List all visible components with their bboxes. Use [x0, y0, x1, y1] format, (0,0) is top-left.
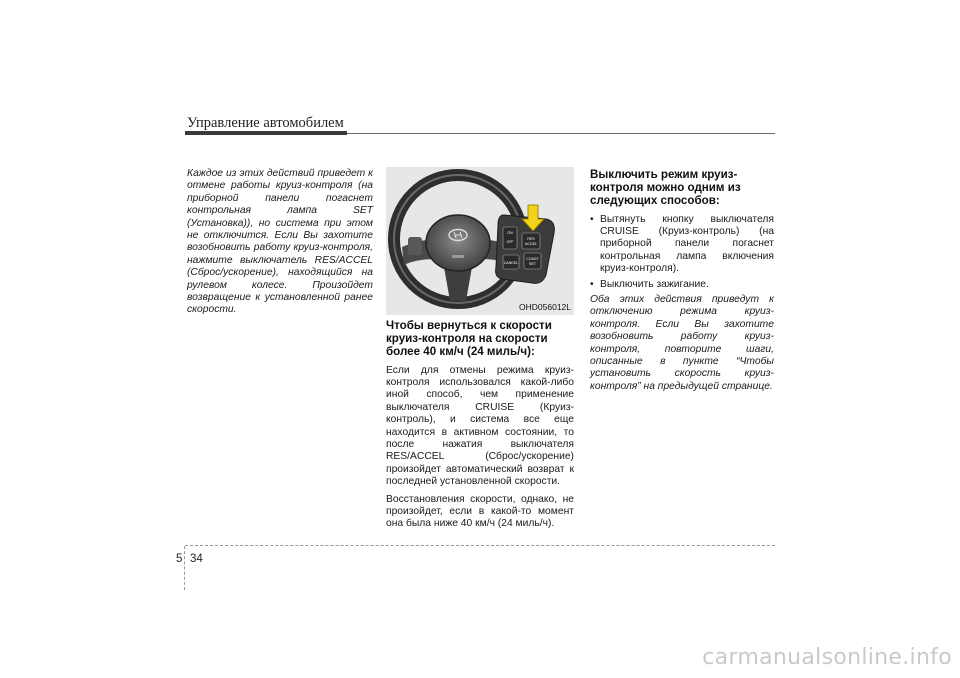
header-rule-thin [347, 133, 775, 134]
cancel-label: CANCEL [503, 261, 519, 265]
list-item [590, 214, 774, 276]
coast-set-button [524, 253, 541, 269]
resume-paragraph-2: Восстановления скорости, однако, не произойдет, если в какой-то момент она была ниже 40 км/ч (24 миль/ч). [386, 493, 574, 530]
list-item-text: Вытянуть кнопку выключателя CRUISE (Круиз-контроль) (на приборной панели погаснет контрольная лампа включения круиз-контроля). [600, 213, 774, 275]
note-line: скорости. [187, 304, 237, 316]
note-line: Каждое из этих действий приведет к [187, 168, 373, 179]
on-label: ON [507, 231, 513, 235]
section-heading-resume: Чтобы вернуться к скорости круиз-контроля на скорости более 40 км/ч (24 миль/ч): [386, 319, 552, 359]
column-1-note [187, 168, 373, 317]
column-2 [386, 167, 574, 536]
note-line: (Установка)), но система при этом [187, 217, 373, 229]
airbag-hub [426, 215, 490, 271]
note-line: приборной панели погаснет [187, 192, 373, 204]
resume-paragraph-1: Если для отмены режима круиз-контроля использовался какой-либо иной способ, чем применение выключателя CRUISE (Круиз-контроль), и система все еще находится в активном состоянии, то после нажатия выключателя RES/ACCEL (Сброс/ускорение) произойдет автоматический возврат к последней установленной скорости. [386, 364, 574, 488]
note-line: не отключится. Если Вы захотите [187, 230, 373, 242]
note-line: возобновить работу круиз-контроля, [187, 242, 373, 254]
note-line: возвращение к установленной ранее [187, 292, 373, 304]
steering-wheel-figure [386, 167, 574, 315]
res-label: RES [527, 237, 535, 241]
accel-label: ACCEL [525, 242, 537, 246]
note-line: рулевом колесе. Произойдет [187, 279, 373, 291]
footer-vertical-rule [184, 546, 185, 590]
list-item-text: Выключить зажигание. [600, 278, 709, 290]
left-button-cluster [408, 237, 422, 255]
column-3 [590, 168, 774, 398]
chapter-number: 5 [176, 553, 183, 565]
watermark: carmanualsonline.info [702, 645, 952, 670]
bullet-icon: • [590, 278, 594, 290]
list-item [590, 279, 774, 291]
cruise-control-panel [496, 215, 555, 283]
res-accel-button [522, 233, 540, 249]
note-line: (Сброс/ускорение), находящийся на [187, 267, 373, 279]
disable-note: Оба этих действия приведут к отключению режима круиз-контроля. Если Вы захотите возобновить работу круиз-контроля, повторите шаги, описанные в пункте “Чтобы установить скорость круиз-контроля” на предыдущей странице. [590, 294, 774, 392]
steering-spoke-bottom [444, 267, 472, 301]
coast-label: COAST [526, 257, 539, 261]
page-header-title: Управление автомобилем [187, 115, 344, 131]
bullet-icon: • [590, 213, 594, 225]
footer-rule [185, 545, 775, 546]
set-label: SET [529, 262, 536, 266]
disable-methods-list [590, 214, 774, 291]
section-heading-disable: Выключить режим круиз-контроля можно одним из следующих способов: [590, 168, 741, 208]
figure-code: OHD056012L [519, 301, 571, 312]
note-line: нажмите выключатель RES/ACCEL [187, 254, 373, 266]
off-label: OFF [506, 240, 514, 244]
page-number: 34 [190, 553, 203, 565]
steering-wheel-illustration [386, 167, 574, 315]
note-line: контрольная лампа SET [187, 205, 373, 217]
header-rule-thick [185, 131, 347, 135]
note-line: отмене работы круиз-контроля (на [187, 180, 373, 192]
